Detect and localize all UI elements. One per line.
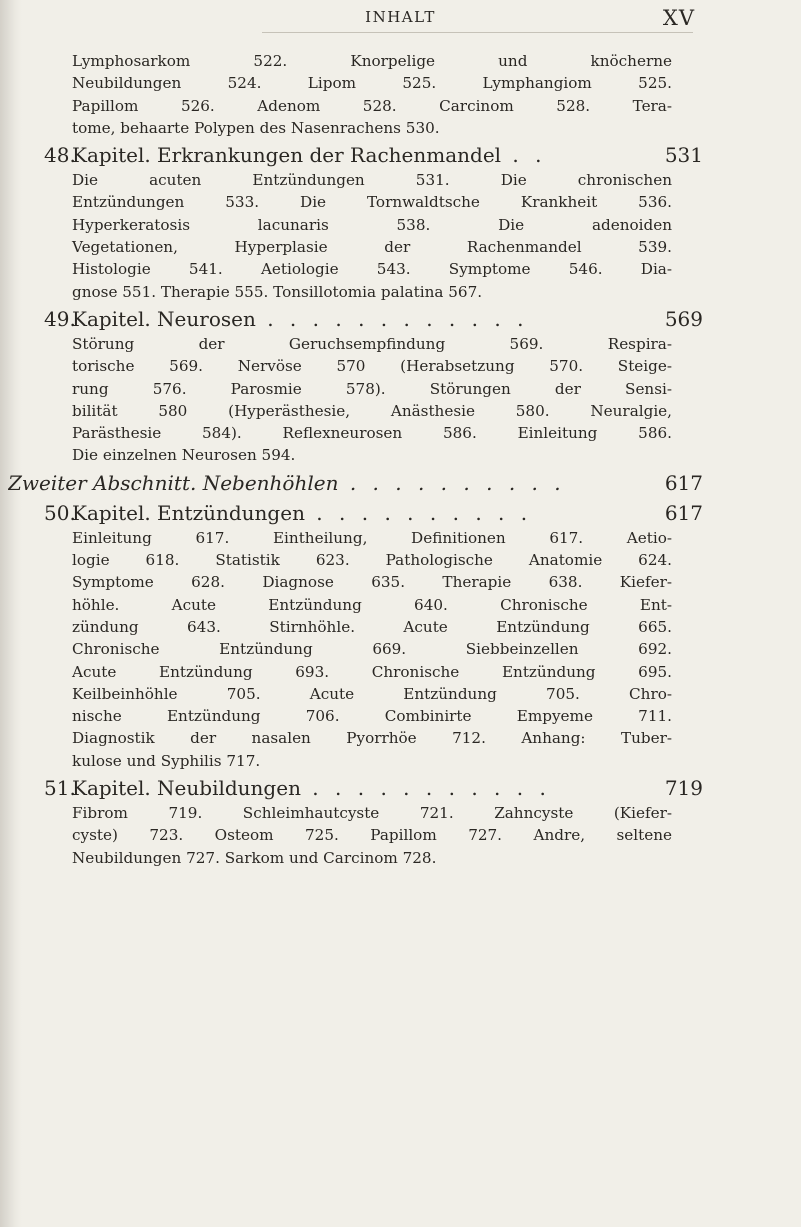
toc-line: torische 569. Nervöse 570 (Herabsetzung 570. Steige-: [72, 357, 672, 376]
toc-line: Symptome 628. Diagnose 635. Therapie 638. Kiefer-: [72, 573, 672, 592]
toc-chapter-50: [0, 499, 801, 772]
leader-dots: . .: [501, 143, 547, 168]
chapter-page: 617: [664, 500, 703, 525]
leader-dots: . . . . . . . . . .: [304, 500, 533, 525]
chapter-page: 531: [664, 143, 703, 168]
chapter-heading: [0, 141, 801, 169]
toc-line: Diagnostik der nasalen Pyorrhöe 712. Anhang: Tuber-: [72, 729, 672, 748]
leader-dots: . . . . . . . . . . . .: [255, 306, 529, 331]
chapter-number: 50.: [44, 500, 76, 525]
running-header: [0, 6, 801, 34]
chapter-number: 49.: [44, 306, 76, 331]
leader-dots: . . . . . . . . . .: [338, 470, 566, 495]
running-title: INHALT: [365, 8, 436, 26]
toc-line: höhle. Acute Entzündung 640. Chronische Ent-: [72, 595, 672, 614]
page-number: XV: [662, 6, 695, 30]
section-title: Zweiter Abschnitt. Nebenhöhlen . . . . . . . . . .: [8, 470, 566, 495]
toc-line: Störung der Geruchsempfindung 569. Respira-: [72, 334, 672, 353]
toc-section-zweiter-abschnitt: [0, 469, 801, 497]
chapter-title: Kapitel. Entzündungen . . . . . . . . . .: [72, 500, 533, 525]
toc-subentries: [72, 333, 672, 467]
toc-line: Die einzelnen Neurosen 594.: [72, 446, 296, 465]
table-of-contents: [0, 50, 801, 869]
chapter-title: Kapitel. Neubildungen . . . . . . . . . . .: [72, 776, 551, 801]
toc-line: Acute Entzündung 693. Chronische Entzündung 695.: [72, 662, 672, 681]
toc-line: Keilbeinhöhle 705. Acute Entzündung 705. Chro-: [72, 684, 672, 703]
chapter-page: 569: [664, 306, 703, 331]
toc-line: tome, behaarte Polypen des Nasenrachens 530.: [72, 118, 440, 137]
toc-subentries: [72, 527, 672, 772]
toc-line: zündung 643. Stirnhöhle. Acute Entzündung 665.: [72, 617, 672, 636]
chapter-title: Kapitel. Neurosen . . . . . . . . . . . .: [72, 306, 529, 331]
chapter-heading: [0, 499, 801, 527]
toc-line: bilität 580 (Hyperästhesie, Anästhesie 580. Neuralgie,: [72, 401, 672, 420]
toc-line: Neubildungen 727. Sarkom und Carcinom 728.: [72, 848, 437, 867]
toc-line: cyste) 723. Osteom 725. Papillom 727. Andre, seltene: [72, 826, 672, 845]
toc-intro-block: [0, 50, 801, 139]
toc-line: logie 618. Statistik 623. Pathologische Anatomie 624.: [72, 551, 672, 570]
toc-subentries: [72, 50, 672, 139]
toc-line: Entzündungen 533. Die Tornwaldtsche Krankheit 536.: [72, 193, 672, 212]
toc-line: Vegetationen, Hyperplasie der Rachenmandel 539.: [72, 238, 672, 257]
chapter-number: 51.: [44, 776, 76, 801]
toc-line: rung 576. Parosmie 578). Störungen der Sensi-: [72, 379, 672, 398]
toc-line: Hyperkeratosis lacunaris 538. Die adenoiden: [72, 215, 672, 234]
leader-dots: . . . . . . . . . . .: [300, 776, 551, 801]
chapter-heading: [0, 305, 801, 333]
toc-line: Neubildungen 524. Lipom 525. Lymphangiom 525.: [72, 74, 672, 93]
chapter-heading: [0, 774, 801, 802]
toc-line: Die acuten Entzündungen 531. Die chronischen: [72, 171, 672, 190]
toc-line: Parästhesie 584). Reflexneurosen 586. Einleitung 586.: [72, 424, 672, 443]
toc-subentries: [72, 169, 672, 303]
section-page: 617: [664, 470, 703, 495]
header-rule: [262, 32, 693, 33]
toc-line: Chronische Entzündung 669. Siebbeinzellen 692.: [72, 640, 672, 659]
toc-chapter-48: [0, 141, 801, 303]
toc-line: kulose und Syphilis 717.: [72, 751, 261, 770]
toc-line: nische Entzündung 706. Combinirte Empyeme 711.: [72, 707, 672, 726]
toc-line: Einleitung 617. Eintheilung, Definitionen 617. Aetio-: [72, 528, 672, 547]
toc-line: Histologie 541. Aetiologie 543. Symptome 546. Dia-: [72, 260, 672, 279]
section-heading: [0, 469, 801, 497]
chapter-title: Kapitel. Erkrankungen der Rachenmandel . .: [72, 143, 547, 168]
toc-chapter-51: [0, 774, 801, 869]
chapter-page: 719: [664, 776, 703, 801]
toc-line: Papillom 526. Adenom 528. Carcinom 528. Tera-: [72, 96, 672, 115]
toc-chapter-49: [0, 305, 801, 467]
toc-line: gnose 551. Therapie 555. Tonsillotomia palatina 567.: [72, 282, 483, 301]
toc-line: Fibrom 719. Schleimhautcyste 721. Zahncyste (Kiefer-: [72, 804, 672, 823]
chapter-number: 48.: [44, 143, 76, 168]
toc-line: Lymphosarkom 522. Knorpelige und knöcherne: [72, 52, 672, 70]
toc-subentries: [72, 802, 672, 869]
